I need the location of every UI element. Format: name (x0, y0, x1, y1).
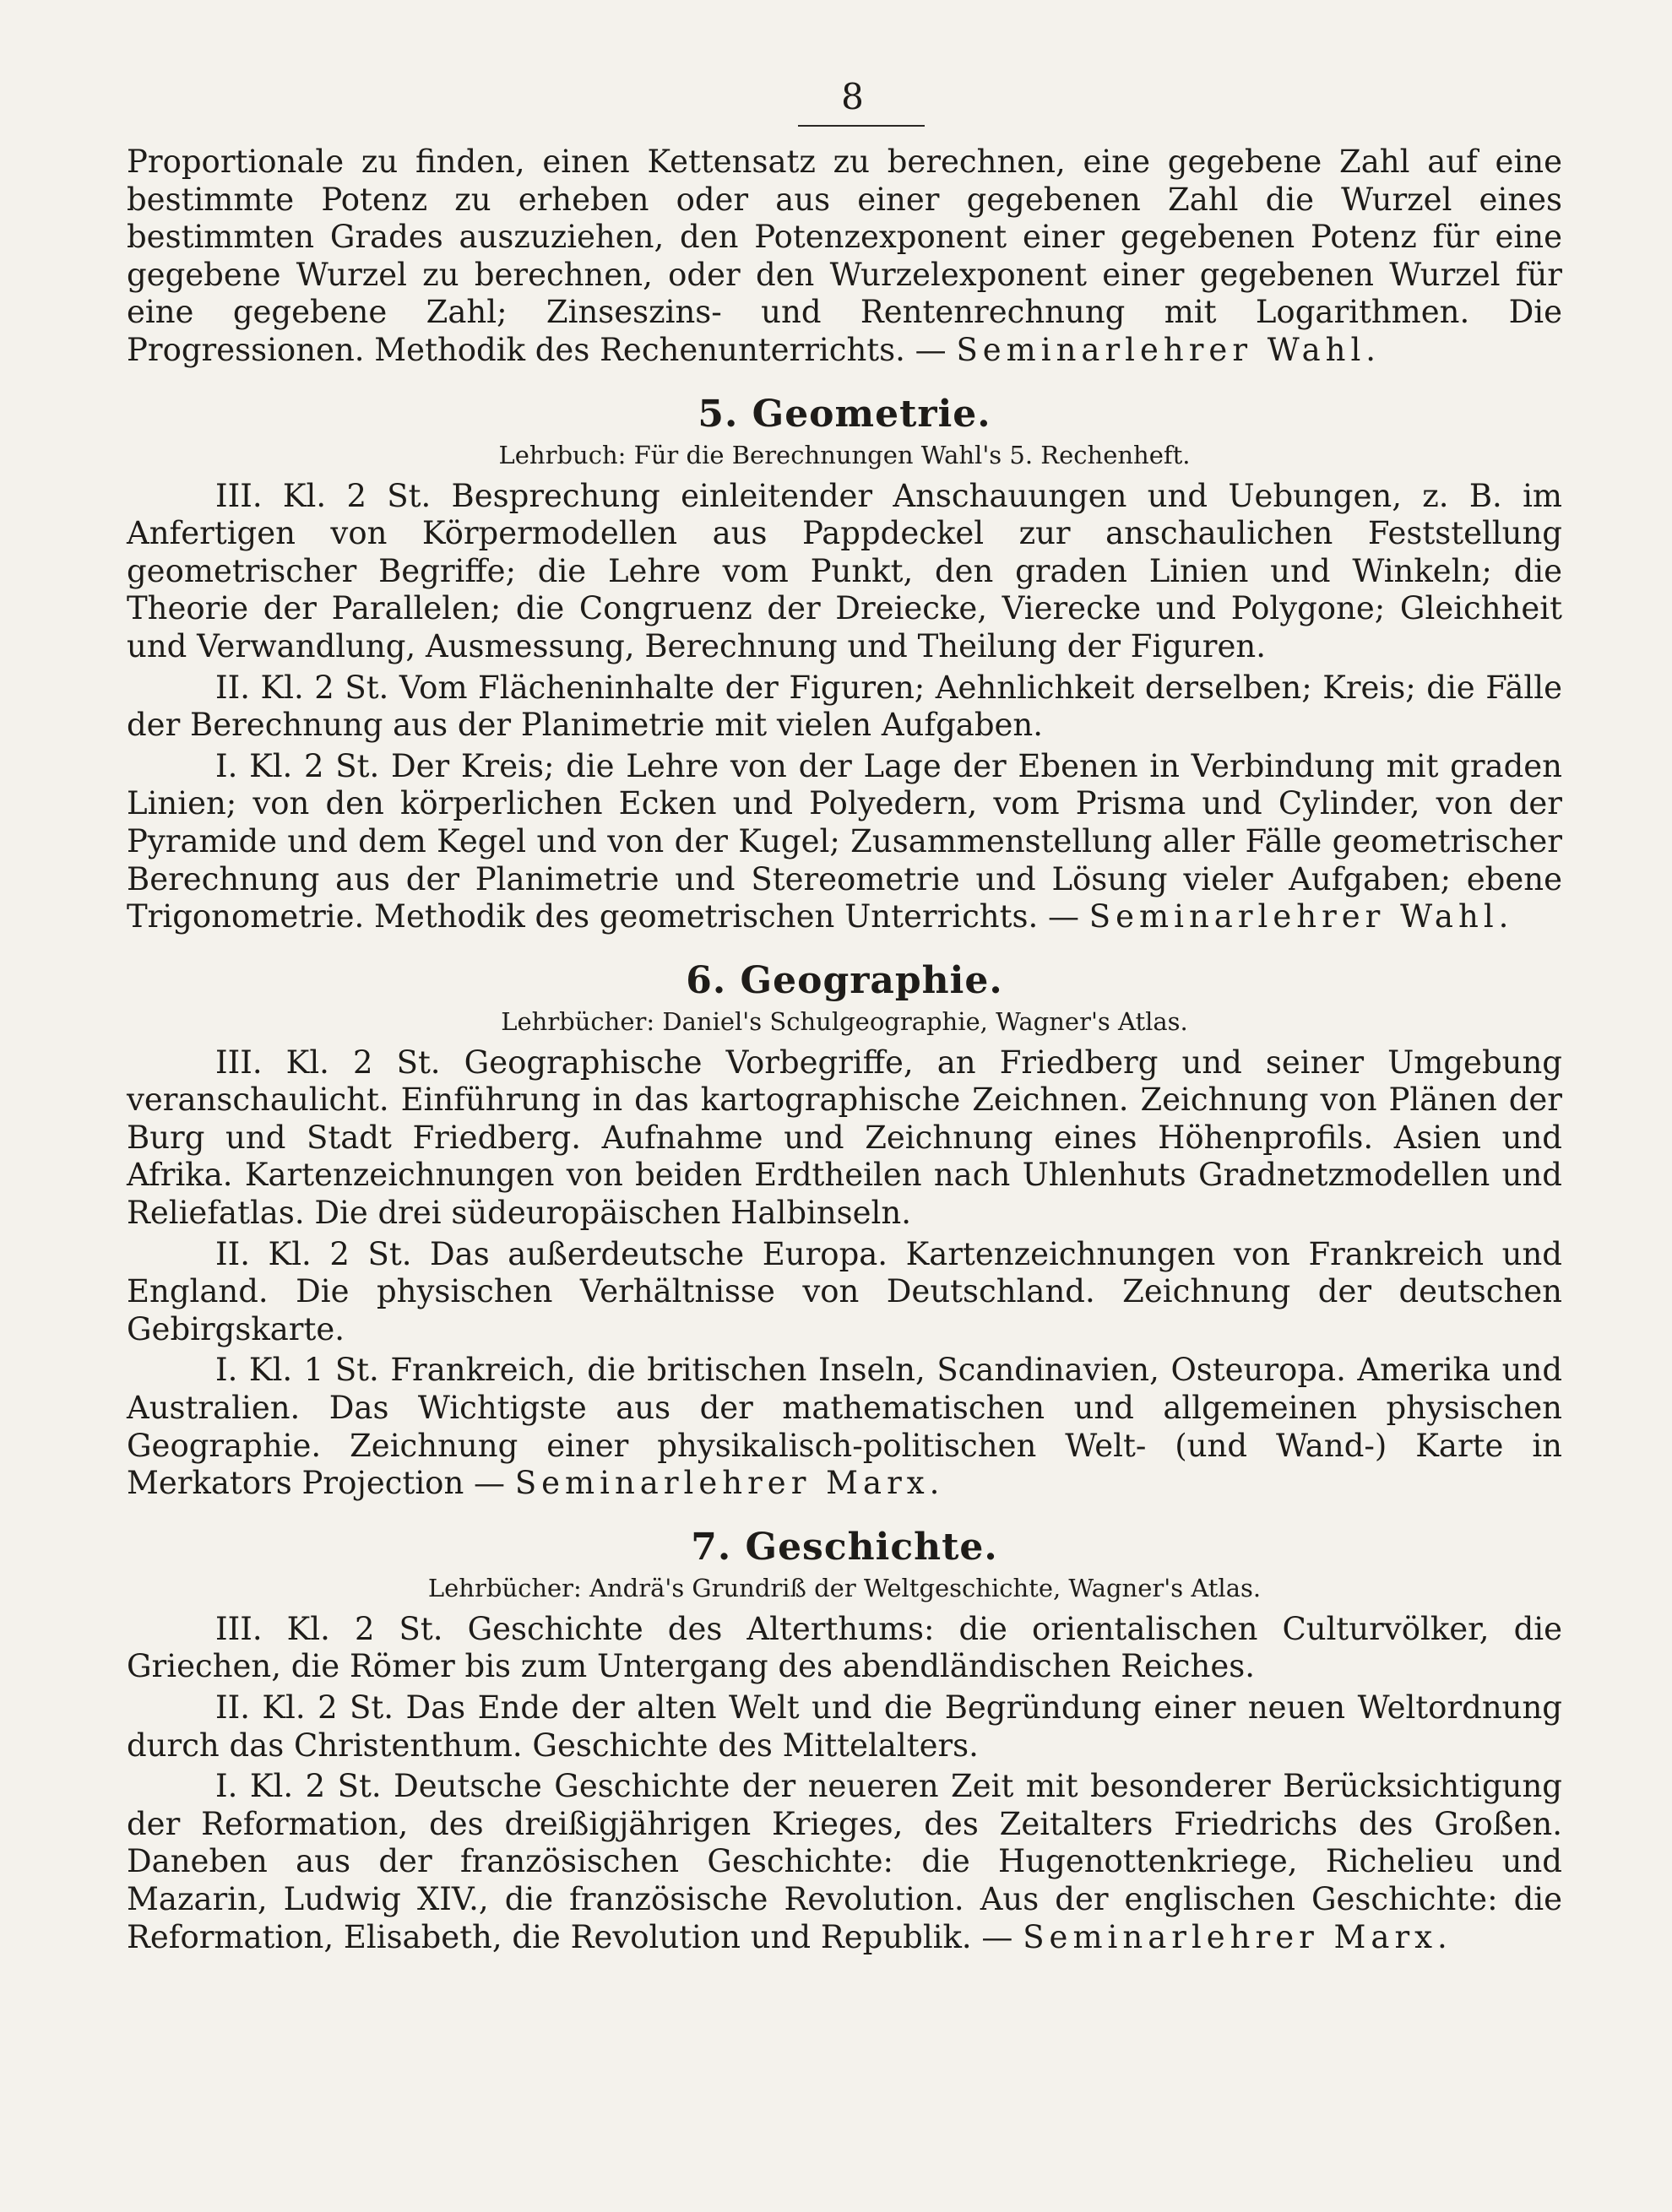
header-rule (798, 125, 925, 127)
geometrie-class-iii: III. Kl. 2 St. Besprechung einleitender Anschauungen und Uebungen, z. B. im Anfertigen von Körpermodellen aus Pappdeckel zur anschaulichen Feststellung geometrischer Begriffe; die Lehre vom Punkt, den graden Linien und Winkeln; die Theorie der Parallelen; die Congruenz der Dreiecke, Vierecke und Polygone; Gleichheit und Verwandlung, Ausmessung, Berechnung und Theilung der Figuren. (127, 477, 1562, 664)
geographie-class-i (127, 1352, 1562, 1502)
geometrie-class-ii: II. Kl. 2 St. Vom Flächeninhalte der Figuren; Aehnlichkeit derselben; Kreis; die Fälle der Berechnung aus der Planimetrie mit vielen Aufgaben. (127, 669, 1562, 744)
geometrie-class-i (127, 748, 1562, 936)
section-geometrie (127, 393, 1562, 936)
geographie-class-i-text: I. Kl. 1 St. Frankreich, die britischen Inseln, Scandinavien, Osteuropa. Amerika und Australien. Das Wichtigste aus der mathematischen und allgemeinen physischen Geographie. Zeichnung einer physikalisch-politischen Welt- (und Wand-) Karte in Merkators Projection — (127, 1352, 1562, 1502)
textbook-geschichte: Lehrbücher: Andrä's Grundriß der Weltgeschichte, Wagner's Atlas. (427, 1573, 1262, 1602)
section-rechnen-continuation (127, 144, 1562, 370)
geschichte-class-i (127, 1768, 1562, 1956)
geometrie-class-i-text: I. Kl. 2 St. Der Kreis; die Lehre von der Lage der Ebenen in Verbindung mit graden Linien; von den körperlichen Ecken und Polyedern, vom Prisma und Cylinder, von der Pyramide und dem Kegel und von der Kugel; Zusammenstellung aller Fälle geometrischer Berechnung aus der Planimetrie und Stereometrie und Lösung vieler Aufgaben; ebene Trigonometrie. Methodik des geometrischen Unterrichts. — (127, 747, 1562, 935)
intro-paragraph (127, 144, 1562, 370)
section-geschichte (127, 1526, 1562, 1956)
geographie-teacher: Seminarlehrer Marx. (514, 1465, 945, 1502)
intro-text: Proportionale zu finden, einen Kettensatz zu berechnen, eine gegebene Zahl auf eine bestimmte Potenz zu erheben oder aus einer gegebenen Zahl die Wurzel eines bestimmten Grades auszuziehen, den Potenzexponent einer gegebenen Potenz für eine gegebene Wurzel zu berechnen, oder den Wurzelexponent einer gegebenen Wurzel für eine gegebene Zahl; Zinseszins- und Rentenrechnung mit Logarithmen. Die Progressionen. Methodik des Rechenunterrichts. — (127, 144, 1562, 368)
geographie-class-ii: II. Kl. 2 St. Das außerdeutsche Europa. Kartenzeichnungen von Frankreich und England. Die physischen Verhältnisse von Deutschland. Zeichnung der deutschen Gebirgskarte. (127, 1235, 1562, 1347)
heading-geschichte: 7. Geschichte. (691, 1525, 998, 1569)
textbook-geographie: Lehrbücher: Daniel's Schulgeographie, Wagner's Atlas. (501, 1006, 1188, 1036)
geographie-class-iii: III. Kl. 2 St. Geographische Vorbegriffe, an Friedberg und seiner Umgebung veranschaulicht. Einführung in das kartographische Zeichnen. Zeichnung von Plänen der Burg und Stadt Friedberg. Aufnahme und Zeichnung eines Höhenprofils. Asien und Afrika. Kartenzeichnungen von beiden Erdtheilen nach Uhlenhuts Gradnetzmodellen und Reliefatlas. Die drei südeuropäischen Halbinseln. (127, 1044, 1562, 1232)
section-geographie (127, 960, 1562, 1503)
page-header (127, 51, 1562, 144)
geschichte-teacher: Seminarlehrer Marx. (1023, 1918, 1452, 1955)
page-number: 8 (841, 76, 865, 117)
heading-geographie: 6. Geographie. (686, 958, 1003, 1002)
geschichte-class-ii: II. Kl. 2 St. Das Ende der alten Welt und die Begründung einer neuen Weltordnung durch das Christenthum. Geschichte des Mittelalters. (127, 1689, 1562, 1764)
heading-geometrie: 5. Geometrie. (698, 392, 991, 436)
geschichte-class-i-text: I. Kl. 2 St. Deutsche Geschichte der neueren Zeit mit besonderer Berücksichtigung der Reformation, des dreißigjährigen Krieges, des Zeitalters Friedrichs des Großen. Daneben aus der französischen Geschichte: die Hugenottenkriege, Richelieu und Mazarin, Ludwig XIV., die französische Revolution. Aus der englischen Geschichte: die Reformation, Elisabeth, die Revolution und Republik. — (127, 1768, 1562, 1955)
geometrie-teacher: Seminarlehrer Wahl. (1088, 898, 1514, 935)
textbook-geometrie: Lehrbuch: Für die Berechnungen Wahl's 5. Rechenheft. (498, 440, 1191, 469)
intro-teacher: Seminarlehrer Wahl. (956, 331, 1382, 368)
geschichte-class-iii: III. Kl. 2 St. Geschichte des Alterthums: die orientalischen Culturvölker, die Griechen, die Römer bis zum Untergang des abendländischen Reiches. (127, 1610, 1562, 1685)
